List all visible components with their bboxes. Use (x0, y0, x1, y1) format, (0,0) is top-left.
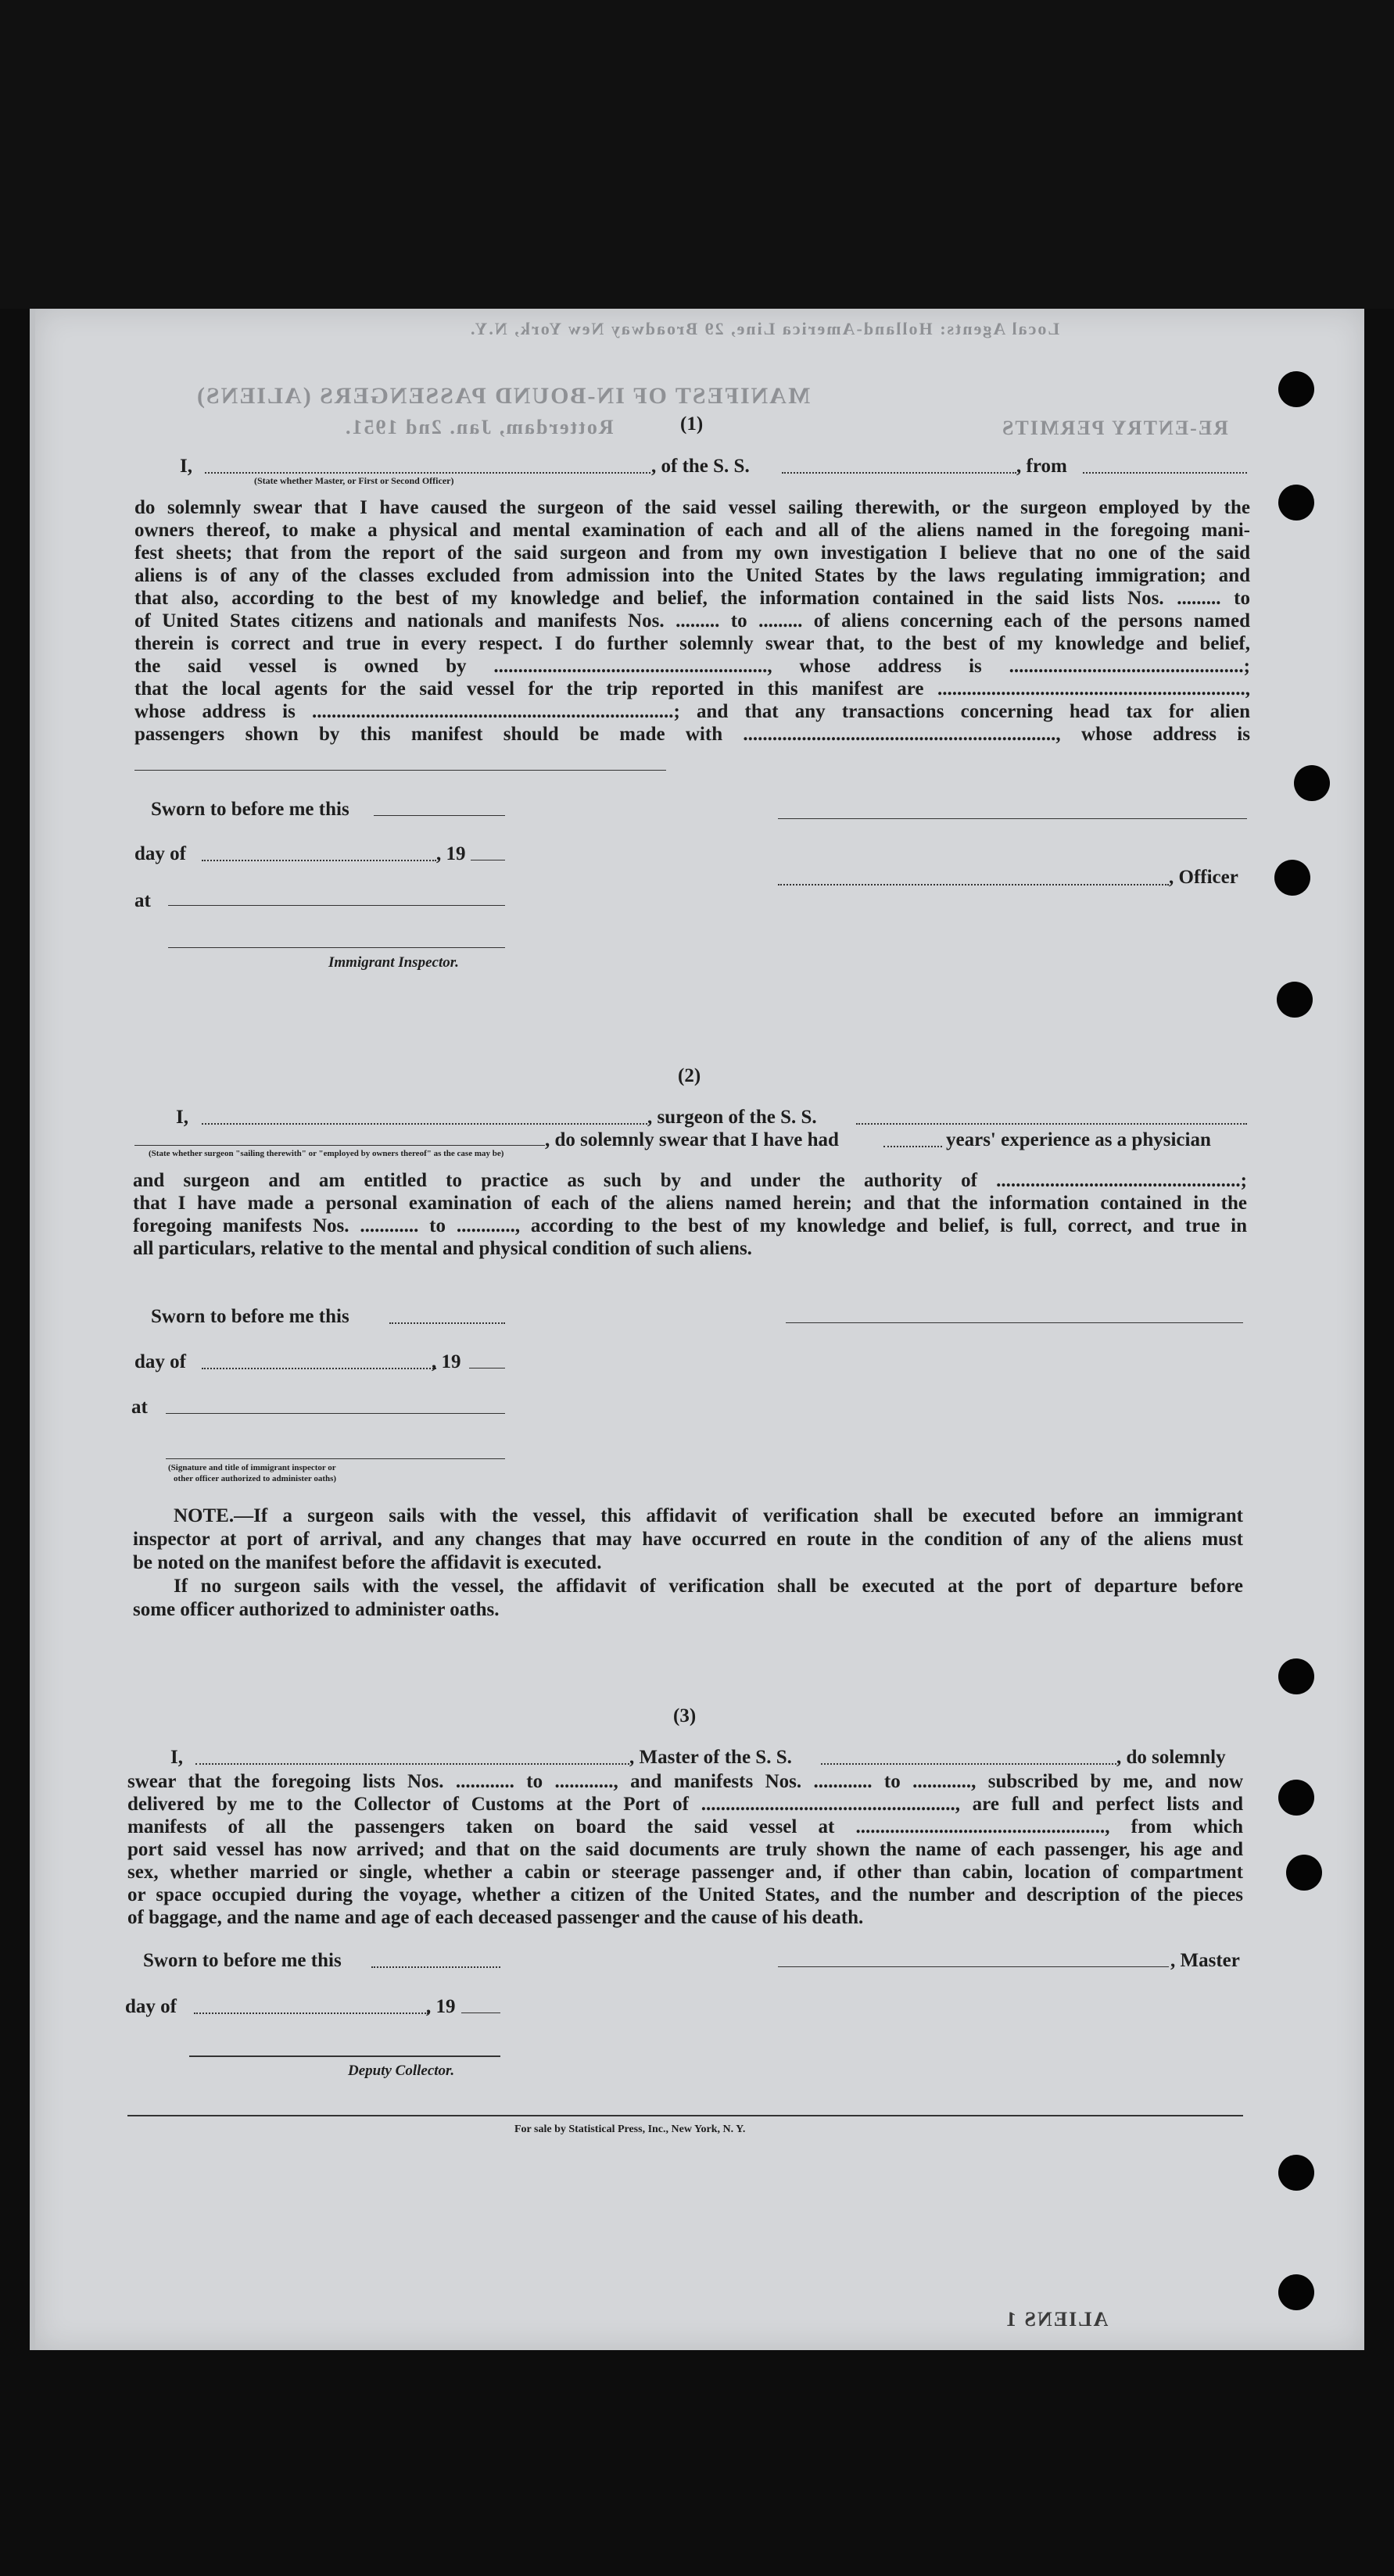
oath-line: manifests of all the passengers taken on board the said vessel at ..................................................., from which (127, 1816, 1243, 1837)
punch-hole (1294, 765, 1330, 801)
oath-body-section-2 (133, 1169, 1247, 1260)
oath-line: or space occupied during the voyage, whether a citizen of the United States, and the number and description of the pieces (127, 1884, 1243, 1905)
punch-hole (1278, 1658, 1314, 1694)
note-line: inspector at port of arrival, and any changes that may have occurred en route in the condition of any of the aliens must (133, 1529, 1243, 1550)
solemnly-swear-label: , do solemnly swear that I have had (545, 1129, 839, 1150)
year-label: , 19 (436, 843, 466, 864)
oath-line: therein is correct and true in every respect. I do further solemnly swear that, to the best of my knowledge and belief, (134, 633, 1250, 654)
day-of-label: day of (134, 1351, 186, 1372)
oath-line: that the local agents for the said vessel for the trip reported in this manifest are ..............................................................., (134, 678, 1250, 699)
from-port-blank (1083, 472, 1247, 474)
punch-hole (1278, 485, 1314, 521)
sworn-label: Sworn to before me this (151, 799, 349, 820)
surgeon-note (133, 1504, 1243, 1622)
punch-hole (1278, 2274, 1314, 2310)
signature-title-note: (Signature and title of immigrant inspector or (168, 1463, 336, 1472)
punch-hole (1277, 982, 1313, 1018)
bleed-through-text: RE-ENTRY PERMITS (1001, 417, 1228, 439)
section-number: (2) (678, 1065, 701, 1086)
note-line: If no surgeon sails with the vessel, the affidavit of verification shall be executed at the port of departure before (174, 1576, 1243, 1597)
officer-signature-line (778, 818, 1247, 819)
year-blank (461, 2012, 500, 2013)
oath-i-label: I, (170, 1747, 183, 1768)
of-ss-label: , of the S. S. (651, 456, 750, 477)
oath-line: and surgeon and am entitled to practice as such by and under the authority of ..................................................; (133, 1170, 1247, 1191)
at-blank (166, 1413, 505, 1414)
immigrant-inspector-label: Immigrant Inspector. (328, 954, 459, 971)
master-signature-line (778, 1966, 1169, 1967)
sworn-date-blank (374, 815, 505, 816)
oath-line: of baggage, and the name and age of each deceased passenger and the cause of his death. (127, 1907, 864, 1928)
at-blank (168, 905, 505, 906)
surgeon-signature-line (786, 1322, 1243, 1323)
from-label: , from (1016, 456, 1067, 477)
surgeon-status-blank (134, 1145, 545, 1146)
footer-rule (127, 2115, 1243, 2116)
years-experience-label: years' experience as a physician (946, 1129, 1211, 1150)
year-label: , 19 (432, 1351, 461, 1372)
oath-line: port said vessel has now arrived; and that on the said documents are truly shown the name of each passenger, his age and (127, 1839, 1243, 1860)
oath-line: of United States citizens and nationals and manifests Nos. ......... to ......... of aliens concerning each of the persons named (134, 610, 1250, 631)
oath-line: fest sheets; that from the report of the said surgeon and from my own investigation I believe that no one of the said (134, 542, 1250, 564)
bleed-through-text: Rotterdam, Jan. 2nd 1951. (344, 416, 614, 438)
day-of-label: day of (125, 1996, 177, 2017)
day-of-blank (194, 2012, 428, 2014)
do-solemnly-label: , do solemnly (1116, 1747, 1226, 1768)
note-line: some officer authorized to administer oaths. (133, 1599, 500, 1620)
punch-hole (1278, 2155, 1314, 2191)
section-number: (1) (680, 413, 704, 435)
master-of-label: , Master of the S. S. (629, 1747, 792, 1768)
address-underline (134, 770, 666, 771)
oath-line: all particulars, relative to the mental and physical condition of such aliens. (133, 1238, 752, 1259)
oath-line: the said vessel is owned by ........................................................, whose address is ................................................; (134, 656, 1250, 677)
punch-hole (1286, 1855, 1322, 1891)
oath-line: delivered by me to the Collector of Customs at the Port of ...................................................., are full and perfect lists and (127, 1794, 1243, 1815)
oath-body-section-3 (127, 1770, 1243, 1929)
vessel-name-blank (782, 472, 1016, 474)
oath-line: sex, whether married or single, whether a cabin or steerage passenger and, if other than cabin, location of compartment (127, 1862, 1243, 1883)
officer-name-blank (205, 472, 650, 474)
page-stamp: ALIENS 1 (1005, 2308, 1109, 2331)
oath-line: that also, according to the best of my knowledge and belief, the information contained in the said lists Nos. ......... to (134, 588, 1250, 609)
sworn-label: Sworn to before me this (143, 1950, 342, 1971)
officer-rank-note: (State whether Master, or First or Second Officer) (254, 475, 454, 486)
section-number: (3) (673, 1705, 697, 1726)
oath-line: swear that the foregoing lists Nos. ............ to ............, and manifests Nos. ............ to ............, subscribed by me, and now (127, 1771, 1243, 1792)
deputy-collector-label: Deputy Collector. (348, 2063, 455, 2079)
master-name-blank (195, 1763, 629, 1765)
inspector-signature-line (168, 947, 505, 948)
oath-line: owners thereof, to make a physical and mental examination of each and all of the aliens named in the foregoing mani- (134, 520, 1250, 541)
bleed-through-text: Local Agents: Holland-America Line, 29 Broadway New York, N.Y. (469, 319, 1060, 338)
note-line: NOTE.—If a surgeon sails with the vessel, this affidavit of verification shall be executed before an immigrant (174, 1505, 1243, 1526)
punch-hole (1274, 860, 1310, 896)
printer-imprint: For sale by Statistical Press, Inc., New York, N. Y. (514, 2123, 746, 2135)
year-label: , 19 (426, 1996, 456, 2017)
surgeon-of-label: , surgeon of the S. S. (647, 1107, 817, 1128)
master-vessel-blank (821, 1763, 1116, 1765)
surgeon-name-blank (202, 1123, 647, 1125)
oath-line: whose address is ..........................................................................; and that any transactions concerning head tax for alien (134, 701, 1250, 722)
surgeon-status-note: (State whether surgeon "sailing therewith" or "employed by owners thereof" as the case may be) (149, 1149, 504, 1158)
oath-line: foregoing manifests Nos. ............ to ............, according to the best of my knowledge and belief, is full, correct, and true in (133, 1215, 1247, 1236)
sworn-date-blank (371, 1966, 500, 1968)
signature-title-note: other officer authorized to administer oaths) (174, 1474, 337, 1483)
at-label: at (134, 890, 151, 911)
at-label: at (131, 1397, 148, 1418)
officer-label: , Officer (1169, 867, 1238, 888)
collector-signature-line (189, 2055, 500, 2057)
surgeon-vessel-blank (856, 1123, 1247, 1125)
oath-line: that I have made a personal examination of each of the aliens named herein; and that the information contained in the (133, 1193, 1247, 1214)
oath-i-label: I, (176, 1107, 188, 1128)
scan-background (0, 0, 1394, 309)
sworn-label: Sworn to before me this (151, 1306, 349, 1327)
oath-line: do solemnly swear that I have caused the surgeon of the said vessel sailing therewith, or the surgeon employed by the (134, 497, 1250, 518)
punch-hole (1278, 371, 1314, 407)
officer-title-blank (778, 884, 1169, 886)
inspector-signature-line (166, 1458, 505, 1459)
day-of-blank (202, 1368, 436, 1369)
master-label: , Master (1170, 1950, 1240, 1971)
sworn-date-blank (389, 1322, 505, 1324)
day-of-label: day of (134, 843, 186, 864)
punch-hole (1278, 1780, 1314, 1816)
bleed-through-text: MANIFEST OF IN-BOUND PASSENGERS (ALIENS) (195, 383, 811, 409)
oath-line: aliens is of any of the classes excluded from admission into the United States by the laws regulating immigration; and (134, 565, 1250, 586)
note-line: be noted on the manifest before the affidavit is executed. (133, 1552, 602, 1573)
oath-line: passengers shown by this manifest should be made with ................................................................, whose address is (134, 724, 1250, 745)
day-of-blank (202, 860, 436, 861)
years-blank (883, 1146, 942, 1147)
oath-i-label: I, (180, 456, 192, 477)
oath-body-section-1 (134, 496, 1250, 746)
